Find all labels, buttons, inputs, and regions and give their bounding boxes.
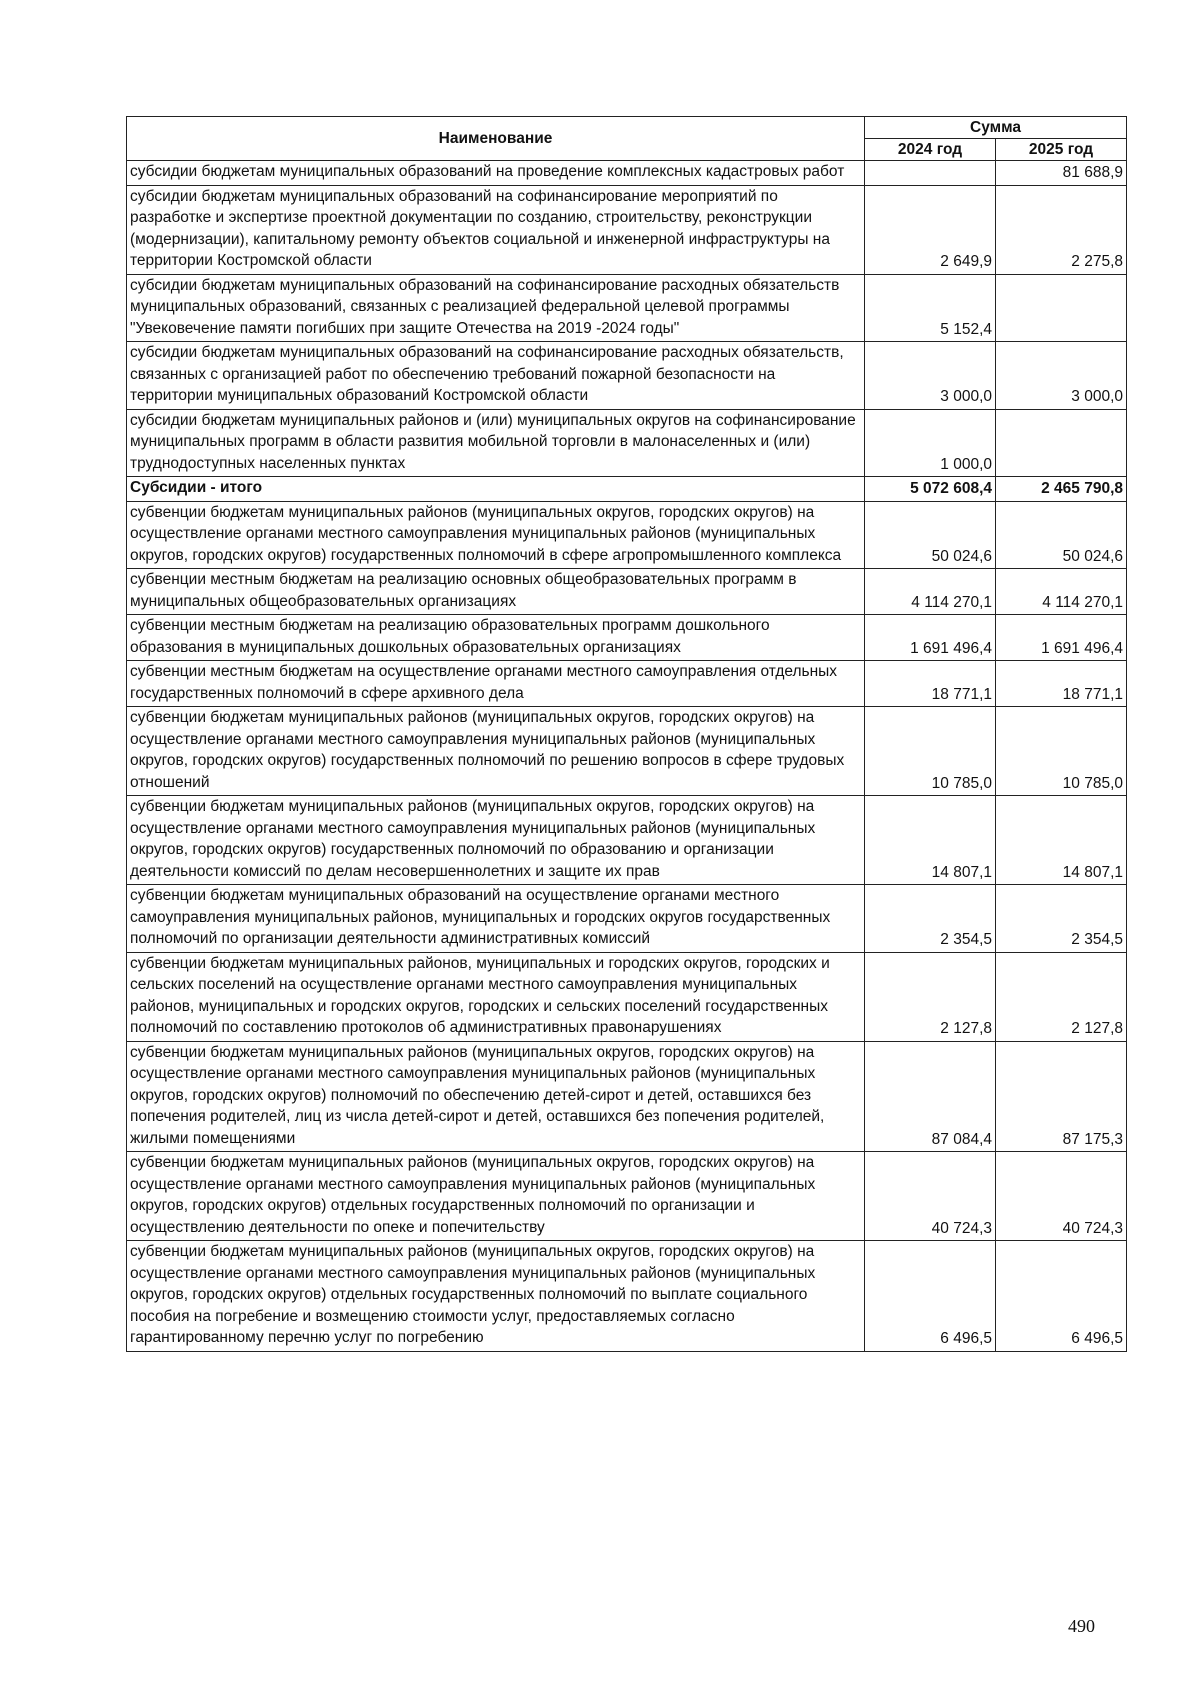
row-name: субсидии бюджетам муниципальных образований на софинансирование мероприятий по разработке и экспертизе проектной документации по созданию, строительству, реконструкции (модернизации), капитальному ремонту объектов социальной и инженерной инфраструктуры на территории Костромской области xyxy=(127,185,865,274)
row-name: субвенции бюджетам муниципальных районов (муниципальных округов, городских округов) на осуществление органами местного самоуправления муниципальных районов (муниципальных округов, городских округов) государственных полномочий по образованию и организации деятельности комиссий по делам несовершеннолетних и защите их прав xyxy=(127,796,865,885)
row-value-2024: 4 114 270,1 xyxy=(865,569,996,615)
row-value-2024: 5 072 608,4 xyxy=(865,477,996,502)
row-name: субвенции бюджетам муниципальных районов (муниципальных округов, городских округов) на осуществление органами местного самоуправления муниципальных районов (муниципальных округов, городских округов) отдельных государственных полномочий по выплате социального пособия на погребение и возмещению стоимости услуг, предоставляемых согласно гарантированному перечню услуг по погребению xyxy=(127,1241,865,1352)
table-body xyxy=(127,161,1127,1352)
row-value-2025: 87 175,3 xyxy=(996,1041,1127,1152)
row-name: субвенции местным бюджетам на осуществление органами местного самоуправления отдельных государственных полномочий в сфере архивного дела xyxy=(127,661,865,707)
row-value-2024: 10 785,0 xyxy=(865,707,996,796)
row-value-2025: 3 000,0 xyxy=(996,342,1127,410)
table-row xyxy=(127,501,1127,569)
row-value-2024: 1 000,0 xyxy=(865,409,996,477)
row-value-2025: 2 465 790,8 xyxy=(996,477,1127,502)
row-name: субсидии бюджетам муниципальных образований на софинансирование расходных обязательств, связанных с организацией работ по обеспечению требований пожарной безопасности на территории муниципальных образований Костромской области xyxy=(127,342,865,410)
row-value-2025 xyxy=(996,274,1127,342)
row-value-2024: 5 152,4 xyxy=(865,274,996,342)
table-row xyxy=(127,274,1127,342)
table-row xyxy=(127,409,1127,477)
row-value-2025: 50 024,6 xyxy=(996,501,1127,569)
table-row xyxy=(127,569,1127,615)
row-value-2025: 2 354,5 xyxy=(996,885,1127,953)
row-value-2025: 18 771,1 xyxy=(996,661,1127,707)
row-value-2024: 6 496,5 xyxy=(865,1241,996,1352)
row-value-2025: 2 275,8 xyxy=(996,185,1127,274)
row-value-2024: 18 771,1 xyxy=(865,661,996,707)
page-number: 490 xyxy=(1068,1616,1095,1636)
table-row xyxy=(127,342,1127,410)
row-value-2024: 2 649,9 xyxy=(865,185,996,274)
row-value-2025: 1 691 496,4 xyxy=(996,615,1127,661)
header-name: Наименование xyxy=(127,117,865,161)
table-row xyxy=(127,707,1127,796)
row-value-2025: 81 688,9 xyxy=(996,161,1127,186)
row-value-2024: 87 084,4 xyxy=(865,1041,996,1152)
budget-table xyxy=(126,116,1127,1352)
row-name: субвенции местным бюджетам на реализацию основных общеобразовательных программ в муниципальных общеобразовательных организациях xyxy=(127,569,865,615)
header-year-2025: 2025 год xyxy=(996,139,1127,161)
table-row xyxy=(127,1241,1127,1352)
table-row xyxy=(127,1041,1127,1152)
row-name: субсидии бюджетам муниципальных районов и (или) муниципальных округов на софинансирование муниципальных программ в области развития мобильной торговли в малонаселенных и (или) труднодоступных населенных пунктах xyxy=(127,409,865,477)
row-name: субвенции бюджетам муниципальных районов, муниципальных и городских округов, городских и сельских поселений на осуществление органами местного самоуправления муниципальных районов, муниципальных и городских округов, городских и сельских поселений государственных полномочий по составлению протоколов об административных правонарушениях xyxy=(127,952,865,1041)
row-name: субвенции бюджетам муниципальных районов (муниципальных округов, городских округов) на осуществление органами местного самоуправления муниципальных районов (муниципальных округов, городских округов) отдельных государственных полномочий по организации и осуществлению деятельности по опеке и попечительству xyxy=(127,1152,865,1241)
table-row xyxy=(127,615,1127,661)
table-row xyxy=(127,661,1127,707)
table-header-row xyxy=(127,117,1127,139)
row-name: субсидии бюджетам муниципальных образований на софинансирование расходных обязательств муниципальных образований, связанных с реализацией федеральной целевой программы "Увековечение памяти погибших при защите Отечества на 2019 -2024 годы" xyxy=(127,274,865,342)
table-row xyxy=(127,952,1127,1041)
row-name: субсидии бюджетам муниципальных образований на проведение комплексных кадастровых работ xyxy=(127,161,865,186)
row-value-2025: 10 785,0 xyxy=(996,707,1127,796)
row-value-2025: 4 114 270,1 xyxy=(996,569,1127,615)
table-row xyxy=(127,1152,1127,1241)
header-year-2024: 2024 год xyxy=(865,139,996,161)
row-value-2024: 2 354,5 xyxy=(865,885,996,953)
row-value-2025: 14 807,1 xyxy=(996,796,1127,885)
row-name: Субсидии - итого xyxy=(127,477,865,502)
table-row xyxy=(127,885,1127,953)
row-value-2024: 3 000,0 xyxy=(865,342,996,410)
header-sum: Сумма xyxy=(865,117,1127,139)
row-value-2025 xyxy=(996,409,1127,477)
row-name: субвенции бюджетам муниципальных образований на осуществление органами местного самоуправления муниципальных районов, муниципальных и городских округов государственных полномочий по организации деятельности административных комиссий xyxy=(127,885,865,953)
row-value-2025: 6 496,5 xyxy=(996,1241,1127,1352)
row-value-2024: 40 724,3 xyxy=(865,1152,996,1241)
table-row xyxy=(127,477,1127,502)
row-value-2024: 14 807,1 xyxy=(865,796,996,885)
table-row xyxy=(127,161,1127,186)
row-value-2025: 2 127,8 xyxy=(996,952,1127,1041)
row-name: субвенции местным бюджетам на реализацию образовательных программ дошкольного образования в муниципальных дошкольных образовательных организациях xyxy=(127,615,865,661)
row-value-2024: 1 691 496,4 xyxy=(865,615,996,661)
row-value-2024: 2 127,8 xyxy=(865,952,996,1041)
row-name: субвенции бюджетам муниципальных районов (муниципальных округов, городских округов) на осуществление органами местного самоуправления муниципальных районов (муниципальных округов, городских округов) государственных полномочий по решению вопросов в сфере трудовых отношений xyxy=(127,707,865,796)
row-value-2024: 50 024,6 xyxy=(865,501,996,569)
row-name: субвенции бюджетам муниципальных районов (муниципальных округов, городских округов) на осуществление органами местного самоуправления муниципальных районов (муниципальных округов, городских округов) государственных полномочий в сфере агропромышленного комплекса xyxy=(127,501,865,569)
row-name: субвенции бюджетам муниципальных районов (муниципальных округов, городских округов) на осуществление органами местного самоуправления муниципальных районов (муниципальных округов, городских округов) полномочий по обеспечению детей-сирот и детей, оставшихся без попечения родителей, лиц из числа детей-сирот и детей, оставшихся без попечения родителей, жилыми помещениями xyxy=(127,1041,865,1152)
row-value-2024 xyxy=(865,161,996,186)
table-row xyxy=(127,796,1127,885)
row-value-2025: 40 724,3 xyxy=(996,1152,1127,1241)
table-row xyxy=(127,185,1127,274)
